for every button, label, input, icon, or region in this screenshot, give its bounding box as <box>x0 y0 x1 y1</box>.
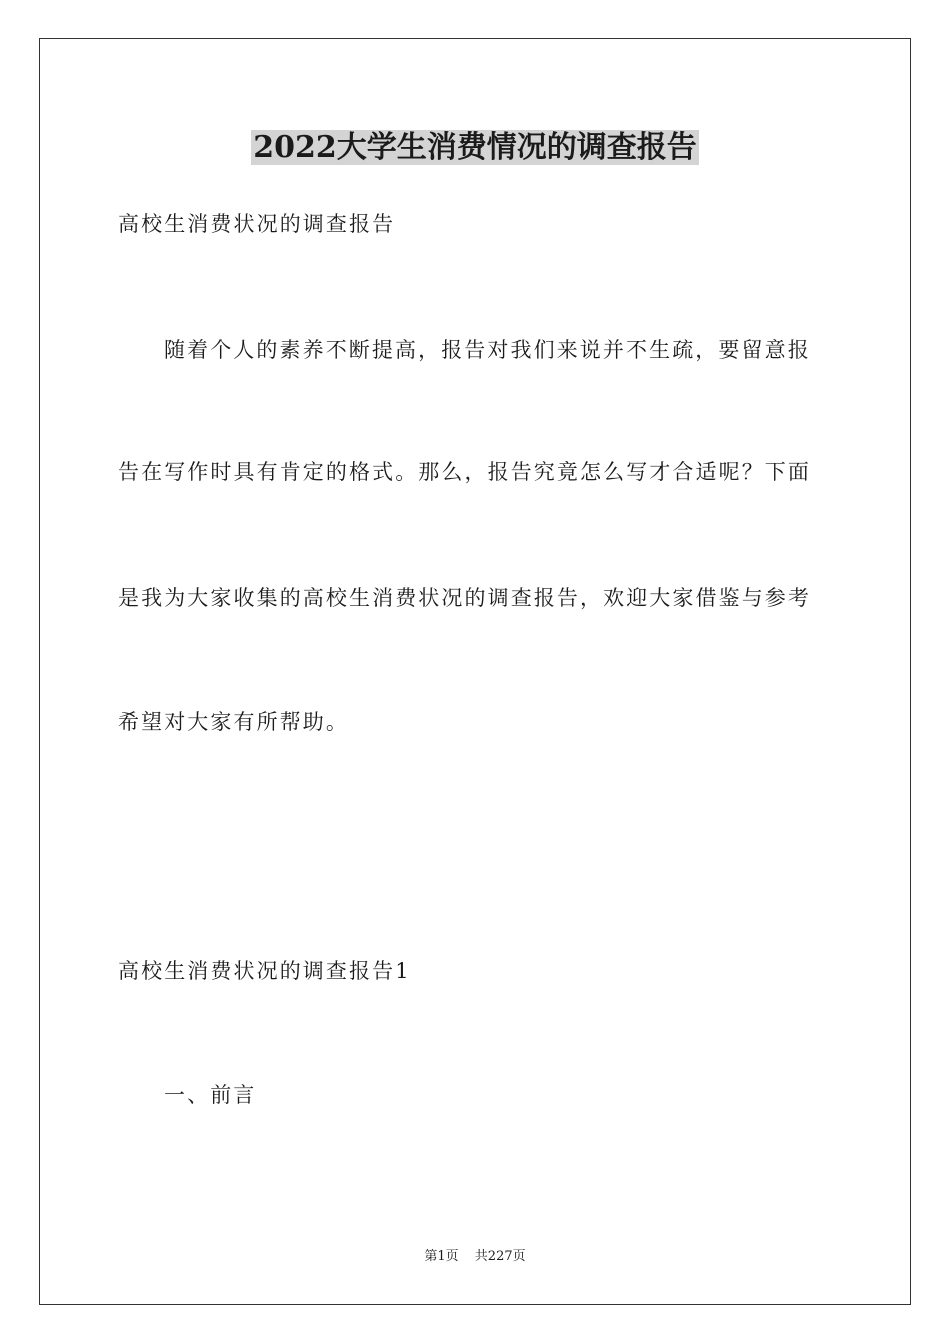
subsection-heading: 一、前言 <box>164 1083 257 1107</box>
page-total: 共227页 <box>474 1249 526 1264</box>
section-heading: 高校生消费状况的调查报告1 <box>118 959 411 983</box>
page-number: 第1页 <box>424 1249 459 1264</box>
document-subtitle: 高校生消费状况的调查报告 <box>118 212 396 236</box>
document-title-text: 2022大学生消费情况的调查报告 <box>253 130 697 165</box>
paragraph-line: 希望对大家有所帮助。 <box>118 710 349 734</box>
document-title <box>0 128 950 168</box>
paragraph-line: 告在写作时具有肯定的格式。那么，报告究竟怎么写才合适呢？下面 <box>118 460 811 484</box>
paragraph-line: 随着个人的素养不断提高，报告对我们来说并不生疏，要留意报 <box>164 338 811 362</box>
page-footer <box>0 1247 950 1267</box>
paragraph-line: 是我为大家收集的高校生消费状况的调查报告，欢迎大家借鉴与参考 <box>118 586 811 610</box>
